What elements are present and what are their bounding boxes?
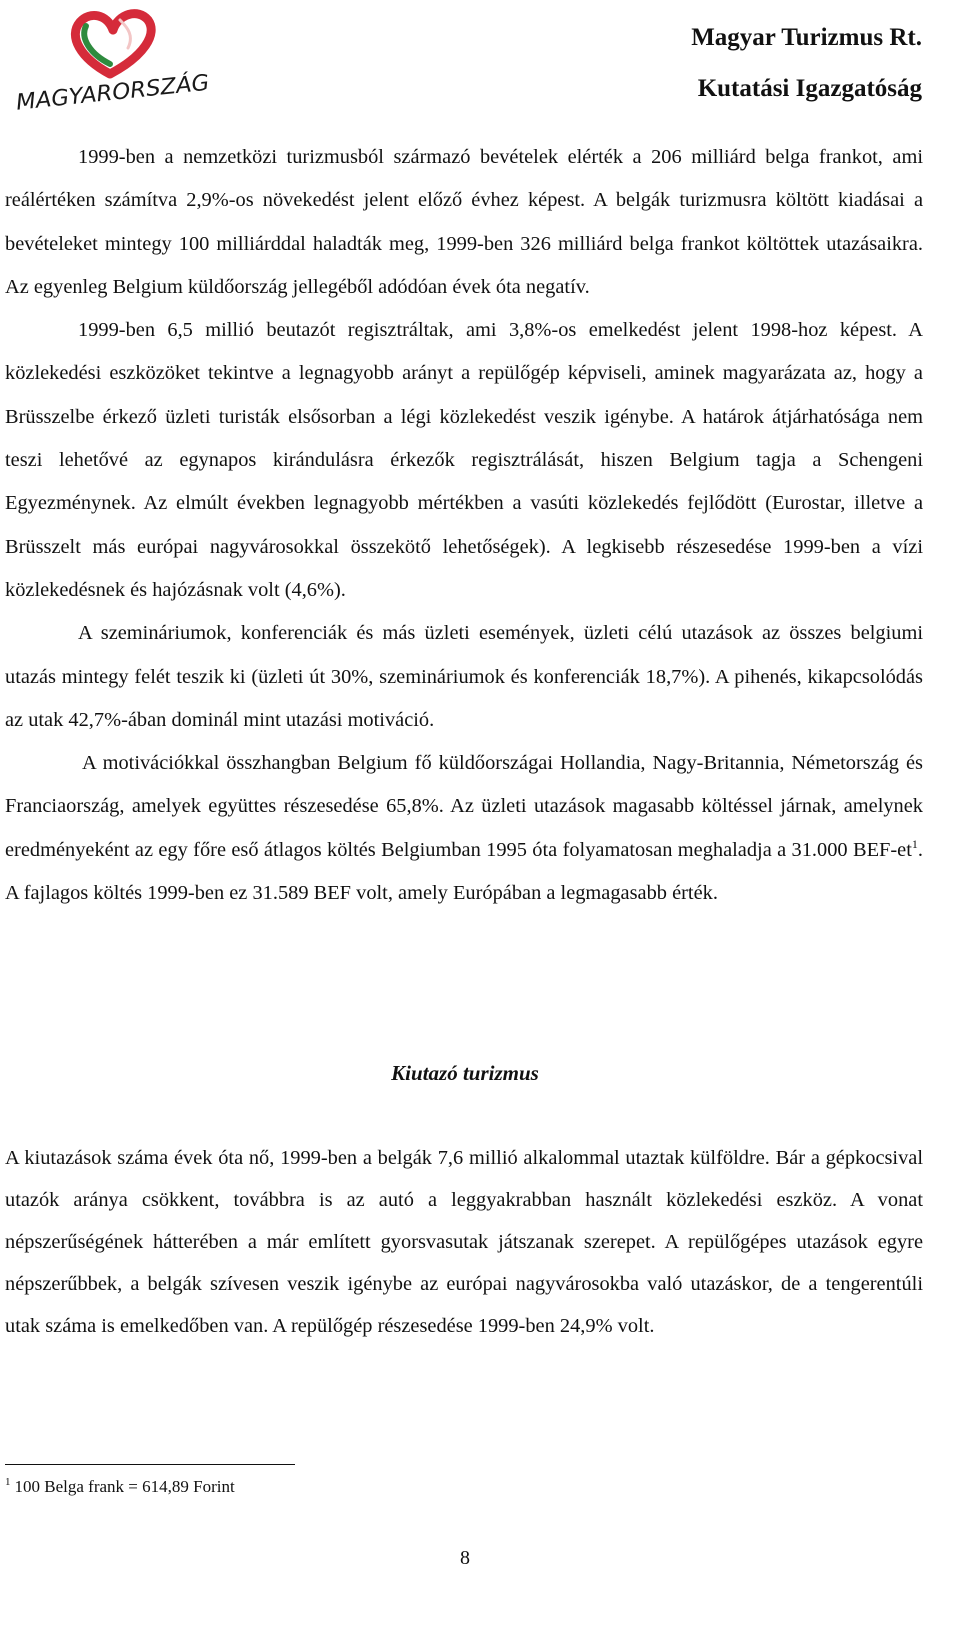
footnote-reference[interactable]: 1 [911, 836, 918, 851]
header-organization [691, 12, 922, 114]
paragraph-markets [5, 742, 923, 915]
markets-text: A motivációkkal összhangban Belgium fő küldőországai Hollandia, Nagy-Britannia, Németország és Franciaország, amelyek együttes részesedése 65,8%. Az üzleti utazások magasabb költéssel járnak, amelynek eredményeként az egy főre eső átlagos költés Belgiumban 1995 óta folyamatosan meghaladja a 31.000 BEF-et [5, 752, 923, 861]
paragraph-revenue: 1999-ben a nemzetközi turizmusból származó bevételek elérték a 206 milliárd belga frankot, ami reálértéken számítva 2,9%-os növekedést jelent előző évhez képest. A belgák turizmusra költött kiadásai a bevételeket mintegy 100 milliárddal haladták meg, 1999-ben 326 milliárd belga frankot költöttek utazásaikra. Az egyenleg Belgium küldőország jellegéből adódóan évek óta negatív. [5, 146, 923, 298]
markets-text-tail: . A fajlagos költés 1999-ben ez 31.589 BEF volt, amely Európában a legmagasabb érték. [5, 838, 923, 905]
footnote-divider [5, 1464, 295, 1465]
paragraph-business-travel: A szemináriumok, konferenciák és más üzleti események, üzleti célú utazások az összes belgiumi utazás mintegy felét teszik ki (üzleti út 30%, szemináriumok és konferenciák 18,7%). A pihenés, kikapcsolódás az utak 42,7%-ában dominál mint utazási motiváció. [5, 622, 923, 731]
org-name: Magyar Turizmus Rt. [691, 24, 922, 51]
footnote [5, 1475, 235, 1499]
department-name: Kutatási Igazgatóság [697, 75, 922, 102]
outbound-section [5, 1137, 923, 1347]
main-text [5, 136, 923, 915]
footnote-text: 100 Belga frank = 614,89 Forint [14, 1477, 235, 1496]
section-heading: Kiutazó turizmus [391, 1061, 539, 1085]
magyarorszag-logo [10, 6, 220, 116]
footnote-marker: 1 [5, 1476, 11, 1489]
paragraph-arrivals: 1999-ben 6,5 millió beutazót regisztráltak, ami 3,8%-os emelkedést jelent 1998-hoz képest. A közlekedési eszközöket tekintve a legnagyobb arányt a repülőgép képviseli, aminek magyarázata az, hogy a Brüsszelbe érkező üzleti turisták elsősorban a légi közlekedést veszik igénybe. A határok átjárhatósága nem teszi lehetővé az egynapos kirándulásra érkezők regisztrálását, hiszen Belgium tagja a Schengeni Egyezménynek. Az elmúlt években legnagyobb mértékben a vasúti közlekedés fejlődött (Eurostar, illetve a Brüsszelt más európai nagyvárosokkal összekötő lehetőségek). A legkisebb részesedése 1999-ben a vízi közlekedésnek és hajózásnak volt (4,6%). [5, 319, 923, 601]
paragraph-outbound: A kiutazások száma évek óta nő, 1999-ben a belgák 7,6 millió alkalommal utaztak külföldre. Bár a gépkocsival utazók aránya csökkent, továbbra is az autó a leggyakrabban használt közlekedési eszköz. A vonat népszerűségének hátterében a már említett gyorsvasutak játszanak szerepet. A repülőgépes utazások egyre népszerűbbek, a belgák szívesen veszik igénybe az európai nagyvárosokba való utazáskor, de a tengerentúli utak száma is emelkedőben van. A repülőgép részesedése 1999-ben 24,9% volt. [5, 1147, 923, 1337]
page-number: 8 [460, 1547, 470, 1569]
heart-logo-icon [10, 6, 220, 116]
logo-wordmark: MAGYARORSZÁG [14, 71, 204, 116]
